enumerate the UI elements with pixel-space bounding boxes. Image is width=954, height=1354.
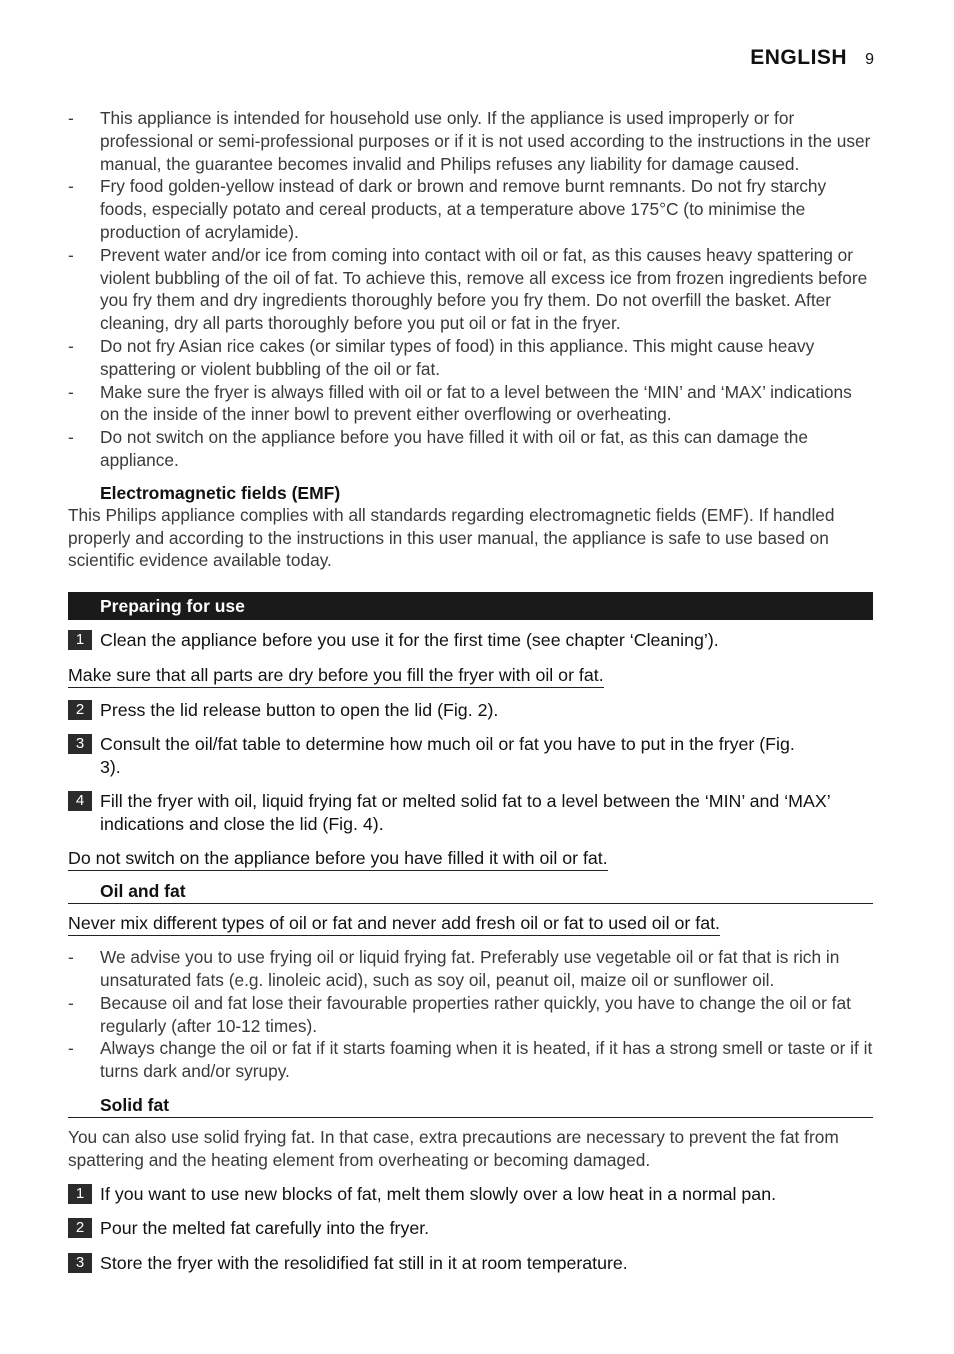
step-text: Press the lid release button to open the lid (Fig. 2). bbox=[100, 699, 499, 720]
emf-heading: Electromagnetic fields (EMF) bbox=[100, 482, 341, 503]
page-content bbox=[68, 107, 873, 1274]
step-number: 3 bbox=[68, 1253, 92, 1273]
list-item: - Always change the oil or fat if it starts foaming when it is heated, if it has a strong smell or taste or if it turns dark and/or syrupy. bbox=[68, 1038, 873, 1082]
step-1 bbox=[68, 629, 873, 652]
section-title-preparing: Preparing for use bbox=[68, 592, 873, 620]
list-item: - We advise you to use frying oil or liquid frying fat. Preferably use vegetable oil or fat that is rich in unsaturated fats (e.g. linoleic acid), such as soy oil, peanut oil, maize oil or sunflower oil. bbox=[68, 947, 840, 990]
solid-fat-step-2 bbox=[68, 1217, 873, 1240]
step-text: Consult the oil/fat table to determine how much oil or fat you have to put in the fryer (Fig. 3). bbox=[100, 734, 795, 777]
list-item: - Prevent water and/or ice from coming into contact with oil or fat, as this causes heavy spattering or violent bubbling of the oil of fat. To achieve this, remove all excess ice from frozen ingredients before you fry them and dry ingredients thoroughly before you fry them. Do not overfill the basket. After cleaning, dry all parts thoroughly before you put oil or fat in the fryer. bbox=[68, 244, 868, 334]
page-header bbox=[750, 46, 874, 70]
step-4 bbox=[68, 790, 840, 835]
language-label: ENGLISH bbox=[750, 46, 848, 69]
solid-fat-step-3 bbox=[68, 1252, 873, 1275]
list-item: - Do not fry Asian rice cakes (or similar types of food) in this appliance. This might cause heavy spattering or violent bubbling of the oil or fat. bbox=[68, 335, 815, 379]
list-item: - Do not switch on the appliance before you have filled it with oil or fat, as this can damage the appliance. bbox=[68, 427, 808, 470]
safety-bullet-list bbox=[68, 107, 873, 472]
list-item: - Make sure the fryer is always filled with oil or fat to a level between the ‘MIN’ and ‘MAX’ indications on the inside of the inner bowl to prevent either overflowing or overheating. bbox=[68, 381, 852, 425]
step-text: Clean the appliance before you use it for the first time (see chapter ‘Cleaning’). bbox=[100, 630, 719, 651]
step-2 bbox=[68, 699, 873, 722]
step-number: 1 bbox=[68, 630, 92, 650]
step-number: 4 bbox=[68, 791, 92, 811]
warning-text: Never mix different types of oil or fat and never add fresh oil or fat to used oil or fat. bbox=[68, 912, 720, 936]
list-item: - Because oil and fat lose their favourable properties rather quickly, you have to change the oil or fat regularly (after 10-12 times). bbox=[68, 992, 851, 1036]
emf-paragraph: This Philips appliance complies with all standards regarding electromagnetic fields (EMF). If handled properly and according to the instructions in this user manual, the appliance is safe to use based on scientific evidence available today. bbox=[68, 504, 835, 571]
warning-block bbox=[68, 664, 873, 688]
step-number: 1 bbox=[68, 1184, 92, 1204]
solid-fat-heading: Solid fat bbox=[68, 1094, 873, 1118]
warning-block bbox=[68, 912, 873, 936]
oil-fat-bullet-list bbox=[68, 946, 873, 1083]
list-item: - Fry food golden-yellow instead of dark or brown and remove burnt remnants. Do not fry starchy foods, especially potato and cereal products, at a temperature above 175°C (to minimise the production of acrylamide). bbox=[68, 176, 827, 242]
step-text: Fill the fryer with oil, liquid frying fat or melted solid fat to a level between the ‘MIN’ and ‘MAX’ indications and close the lid (Fig. 4). bbox=[100, 791, 831, 834]
warning-block bbox=[68, 847, 873, 871]
step-number: 2 bbox=[68, 700, 92, 720]
oil-fat-heading: Oil and fat bbox=[68, 880, 873, 904]
warning-text: Make sure that all parts are dry before you fill the fryer with oil or fat. bbox=[68, 664, 604, 688]
solid-fat-step-1 bbox=[68, 1183, 873, 1206]
warning-text: Do not switch on the appliance before you have filled it with oil or fat. bbox=[68, 847, 608, 871]
step-3 bbox=[68, 733, 810, 778]
solid-fat-paragraph: You can also use solid frying fat. In that case, extra precautions are necessary to prevent the fat from spattering and the heating element from overheating or becoming damaged. bbox=[68, 1126, 839, 1170]
page-number: 9 bbox=[865, 51, 874, 68]
step-text: If you want to use new blocks of fat, melt them slowly over a low heat in a normal pan. bbox=[100, 1183, 777, 1204]
step-number: 2 bbox=[68, 1218, 92, 1238]
step-number: 3 bbox=[68, 734, 92, 754]
step-text: Store the fryer with the resolidified fat still in it at room temperature. bbox=[100, 1252, 628, 1273]
list-item: - This appliance is intended for household use only. If the appliance is used improperly or for professional or semi-professional purposes or if it is not used according to the instructions in the user manual, the guarantee becomes invalid and Philips refuses any liability for damage caused. bbox=[68, 108, 871, 174]
step-text: Pour the melted fat carefully into the fryer. bbox=[100, 1218, 430, 1239]
